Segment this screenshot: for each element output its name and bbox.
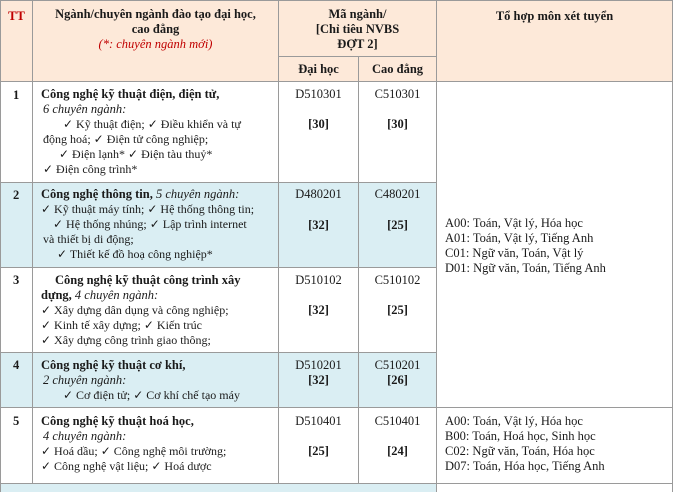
header-code: Mã ngành/ [Chỉ tiêu NVBS ĐỢT 2] [279,0,437,57]
header-daihoc: Đại học [279,57,359,82]
header-major: Ngành/chuyên ngành đào tạo đại học, cao đẳng (*: chuyên ngành mới) [33,0,279,82]
row-next-partial [0,484,437,492]
row-major: Công nghệ kỹ thuật hoá học, 4 chuyên ngành: ✓ Hoá dầu; ✓ Công nghệ môi trường; ✓ Công nghệ vật liệu; ✓ Hoá dược [33,408,279,484]
row-tt: 4 [0,353,33,408]
row-major: Công nghệ thông tin, 5 chuyên ngành: ✓ Kỹ thuật máy tính; ✓ Hệ thống thông tin; ✓ Hệ thống nhúng; ✓ Lập trình internet và thiết bị di động; ✓ Thiết kế đồ hoạ công nghiệp* [33,183,279,268]
row-dh: D510401 [25] [279,408,359,484]
row-tt: 5 [0,408,33,484]
row-cd: C480201 [25] [359,183,437,268]
subject-combo-group-1: A00: Toán, Vật lý, Hóa học A01: Toán, Vật lý, Tiếng Anh C01: Ngữ văn, Toán, Vật lý D01: Ngữ văn, Toán, Tiếng Anh [437,82,673,408]
row-cd: C510301 [30] [359,82,437,183]
row-tt: 2 [0,183,33,268]
row-cd: C510201 [26] [359,353,437,408]
row-tt: 3 [0,268,33,353]
combo-next-partial [437,484,673,492]
header-tt: TT [0,0,33,82]
header-subject-combo: Tổ hợp môn xét tuyển [437,0,673,82]
row-cd: C510401 [24] [359,408,437,484]
row-dh: D510102 [32] [279,268,359,353]
row-major: Công nghệ kỹ thuật cơ khí, 2 chuyên ngành: ✓ Cơ điện tử; ✓ Cơ khí chế tạo máy [33,353,279,408]
row-major: Công nghệ kỹ thuật công trình xây dựng, 4 chuyên ngành: ✓ Xây dựng dân dụng và công nghiệp; ✓ Kinh tế xây dựng; ✓ Kiến trúc ✓ Xây dựng công trình giao thông; [33,268,279,353]
row-dh: D480201 [32] [279,183,359,268]
header-caodang: Cao đẳng [359,57,437,82]
row-tt: 1 [0,82,33,183]
row-dh: D510201 [32] [279,353,359,408]
row-dh: D510301 [30] [279,82,359,183]
row-major: Công nghệ kỹ thuật điện, điện tử, 6 chuyên ngành: ✓ Kỹ thuật điện; ✓ Điều khiển và tự động hoá; ✓ Điện tử công nghiệp; ✓ Điện lạnh* ✓ Điện tàu thuỷ* ✓ Điện công trình* [33,82,279,183]
subject-combo-group-2: A00: Toán, Vật lý, Hóa học B00: Toán, Hoá học, Sinh học C02: Ngữ văn, Toán, Hóa học D07: Toán, Hóa học, Tiếng Anh [437,408,673,484]
row-cd: C510102 [25] [359,268,437,353]
